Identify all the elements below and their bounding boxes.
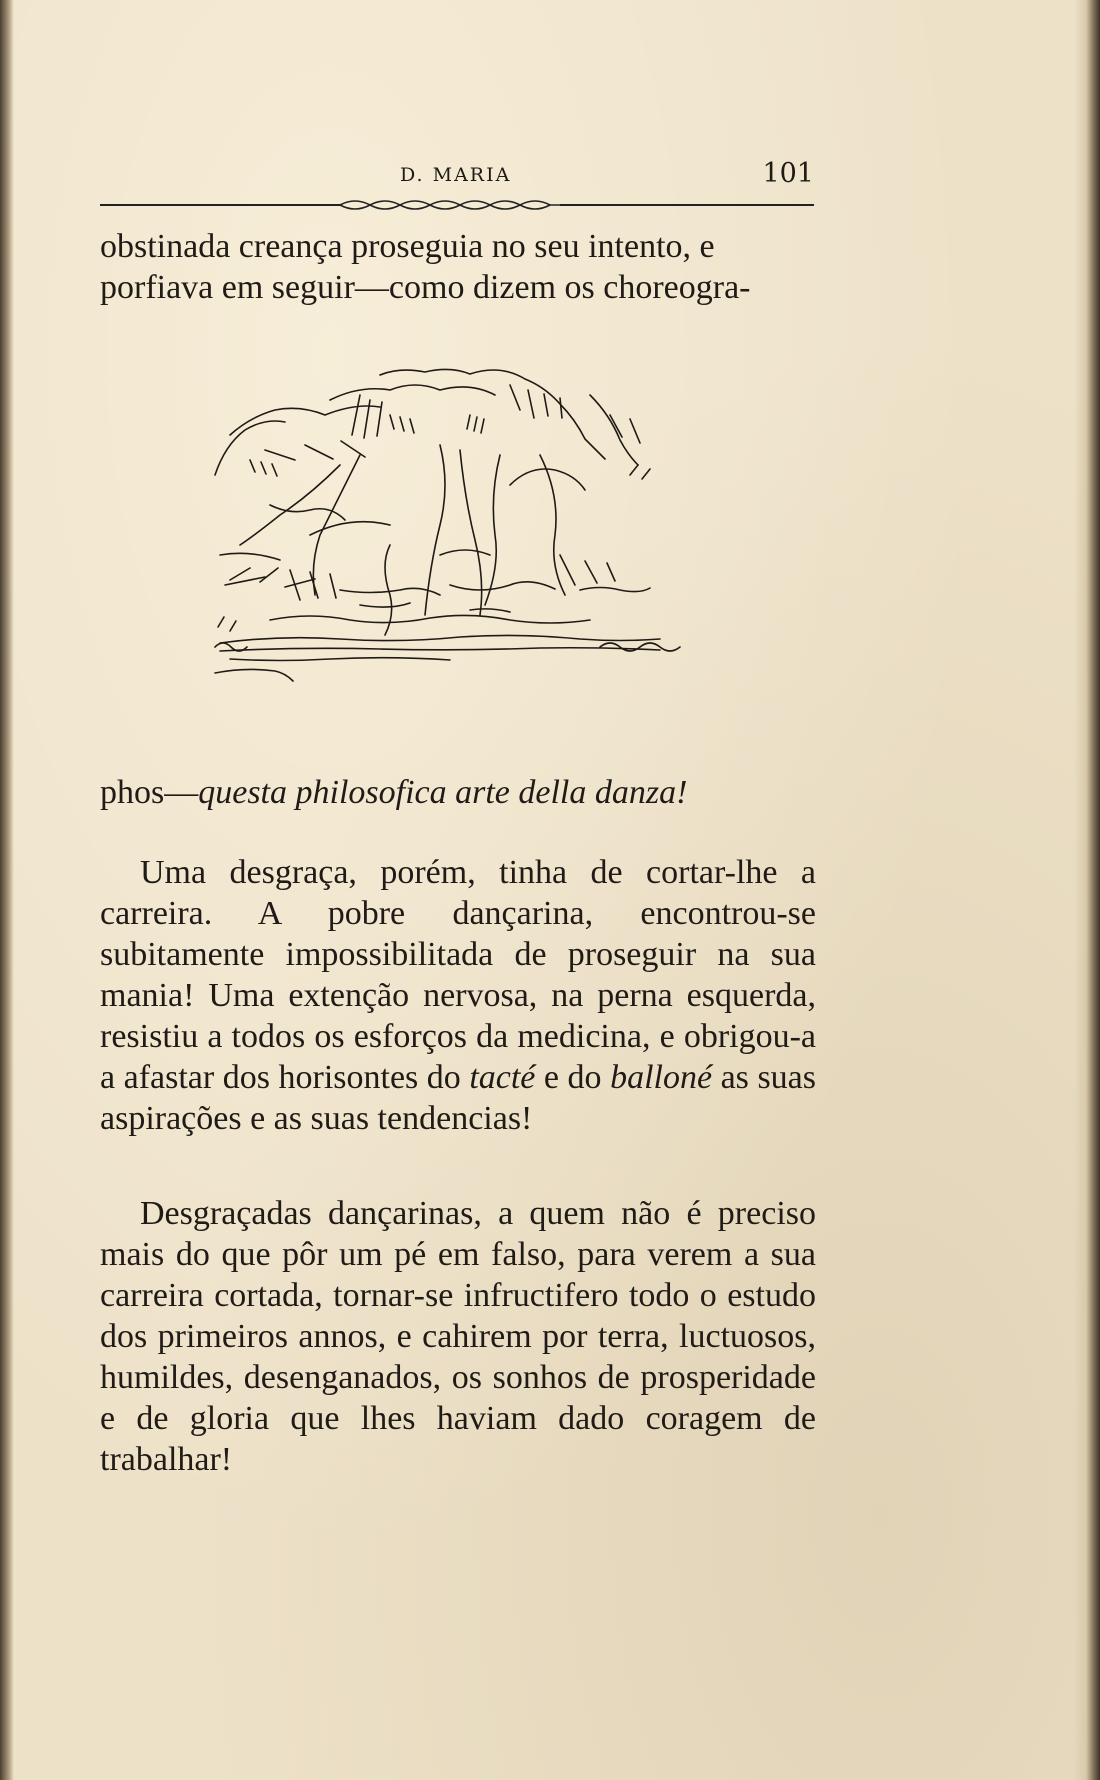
- dancing-figures-illustration: [210, 355, 715, 730]
- page-number: 101: [762, 158, 814, 189]
- ornamental-rule: [100, 196, 814, 222]
- paragraph-3-text: Desgraçadas dançarinas, a quem não é preciso mais do que pôr um pé em falso, para verem a sua carreira cortada, tornar-se infructifero todo o estudo dos primeiros annos, e cahirem por terra, luctuosos, humildes, desenganados, os sonhos de prosperidade e de gloria que lhes haviam dado coragem de trabalhar!: [100, 1195, 816, 1478]
- text-line: porfiava em seguir—como dizem os choreogra-: [100, 269, 751, 306]
- paragraph-2-italic-ballone: balloné: [610, 1059, 713, 1096]
- running-head-title: D. MARIA: [400, 164, 512, 186]
- paragraph-2-text-b: e do: [535, 1059, 611, 1096]
- paragraph-2: [100, 852, 816, 1139]
- caption-italic: questa philosofica arte della danza!: [198, 774, 688, 811]
- paragraph-3: [100, 1193, 816, 1480]
- text-line: obstinada creança proseguia no seu intento, e: [100, 228, 715, 265]
- caption-prefix: phos—: [100, 774, 199, 811]
- caption-line: [100, 772, 816, 813]
- running-head: [100, 158, 814, 188]
- paragraph-top: [100, 226, 816, 308]
- page-left-edge: [0, 0, 14, 1780]
- paragraph-2-text-a: Uma desgraça, porém, tinha de cortar-lhe a carreira. A pobre dançarina, encontrou-se subitamente impossibilitada de proseguir na sua mania! Uma extenção nervosa, na perna esquerda, resistiu a todos os esforços da medicina, e obrigou-a a afastar dos horisontes do: [100, 854, 816, 1096]
- paragraph-2-italic-tacte: tacté: [469, 1059, 536, 1096]
- paragraph-2-text-c: as suas aspirações e as suas tendencias!: [100, 1059, 816, 1137]
- page-right-edge: [1074, 0, 1100, 1780]
